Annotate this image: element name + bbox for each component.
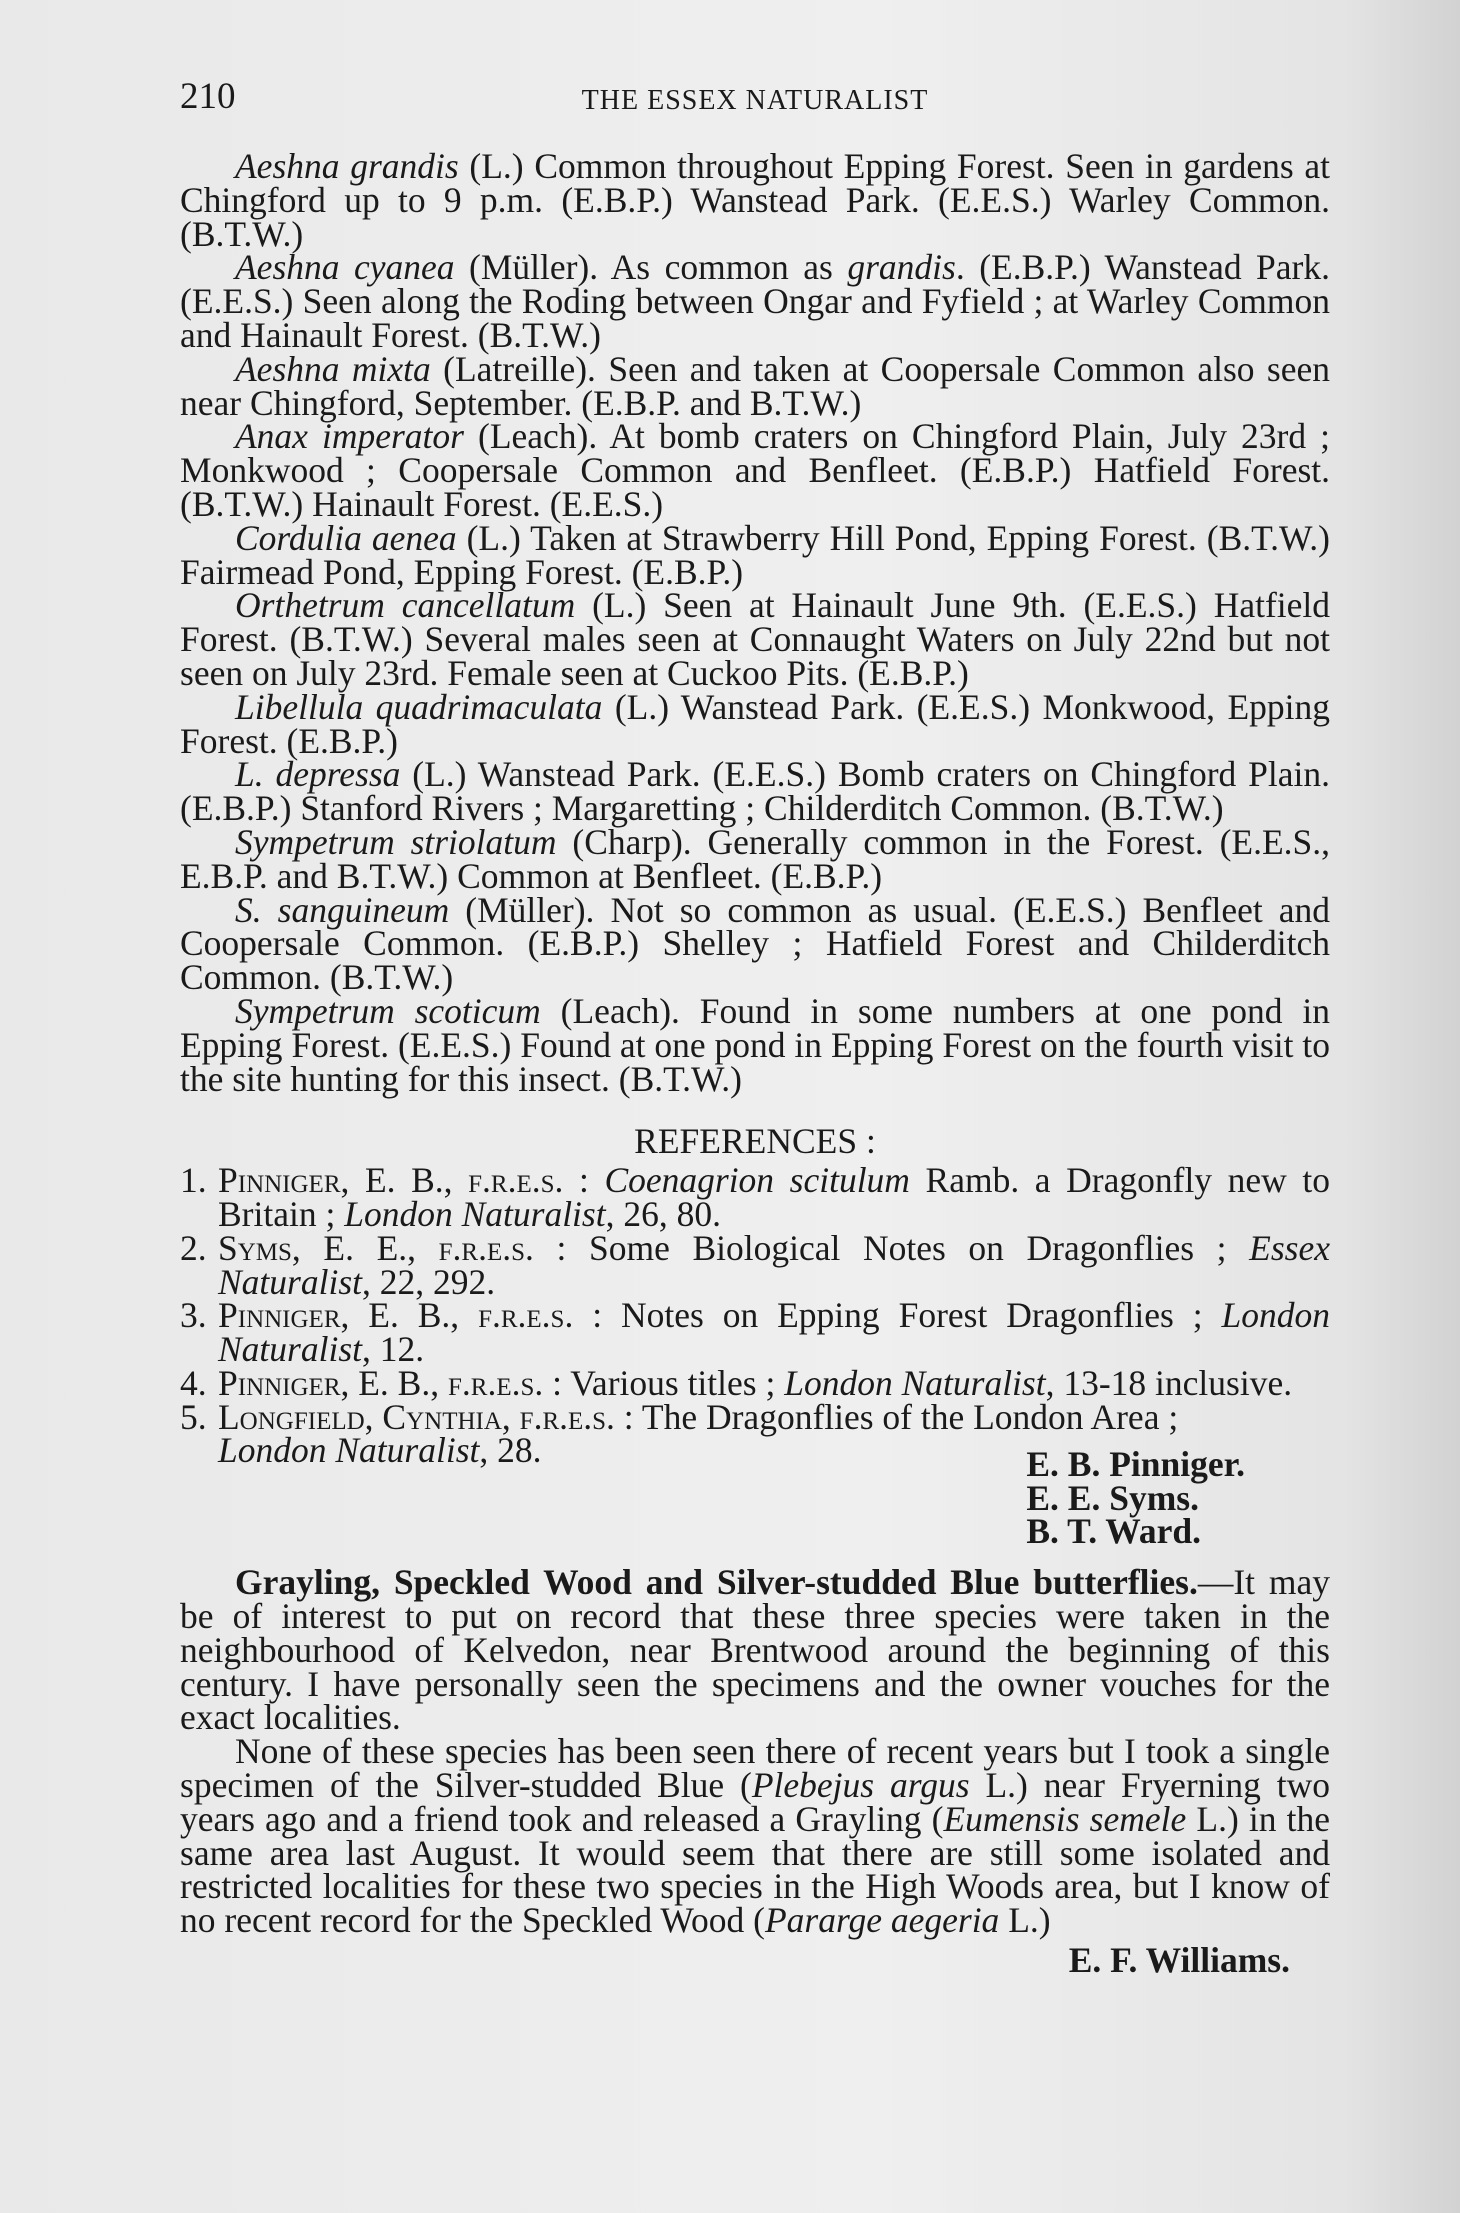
reference-volume: , 13-18 inclusive. [1045,1362,1293,1403]
reference-number: 1. [180,1160,207,1201]
page-number: 210 [180,76,236,117]
note-text: L.) in the same area last August. It would seem that there are still some isolated and restricted localities for these two species in the High Woods area, but I know of no recent record for the Speckled Wood ( [180,1798,1330,1941]
species-entry [180,821,1330,896]
entry-text: (Leach). Found in some numbers at one pond in Epping Forest. (E.E.S.) Found at one pond in Epping Forest on the fourth visit to the site hunting for this insect. (B.T.W.) [180,990,1330,1099]
species-name: Eumensis semele [943,1798,1187,1839]
reference-author: Longfield, Cynthia, f.r.e.s. [218,1396,615,1437]
species-name: Aeshna grandis [235,146,459,186]
reference-journal: Essex Naturalist [218,1227,1331,1302]
reference-journal: London Naturalist [218,1295,1330,1370]
signature-line: E. B. Pinniger. [1026,1444,1245,1485]
entry-text: (Müller). As common as [454,247,848,288]
reference-volume: , 28. [479,1430,542,1471]
species-name: Aeshna cyanea [235,247,455,288]
species-entry [180,686,1330,761]
species-entry [180,585,1331,693]
page-content [180,76,1331,1981]
reference-separator: : [573,1295,621,1336]
reference-author: Pinniger, E. B., f.r.e.s. [218,1362,544,1403]
species-entry [180,990,1330,1099]
species-name: S. sanguineum [235,889,450,930]
entry-text: (L.) Wanstead Park. (E.E.S.) Monkwood, Epping Forest. (E.B.P.) [180,686,1330,761]
species-name: Sympetrum striolatum [235,821,557,862]
entry-text: (L.) Seen at Hainault June 9th. (E.E.S.) Hatfield Forest. (B.T.W.) Several males seen at Connaught Waters on July 22nd but not seen on July 23rd. Female seen at Cuckoo Pits. (E.B.P.) [180,585,1331,693]
reference-item [180,1160,1330,1234]
signature-line: B. T. Ward. [1026,1511,1201,1552]
running-title: THE ESSEX NATURALIST [581,85,929,116]
species-entry [180,146,1330,254]
entry-text: . (E.B.P.) Wanstead Park. (E.E.S.) Seen along the Roding between Ongar and Fyfield ; at Warley Common and Hainault Forest. (B.T.W.) [180,247,1331,355]
reference-item [180,1295,1330,1370]
reference-title: Some Biological Notes on Dragonflies ; [588,1227,1250,1268]
reference-number: 4. [180,1362,207,1403]
species-name: Aeshna mixta [235,348,431,389]
reference-volume: , 22, 292. [362,1261,496,1302]
reference-item [180,1362,1330,1403]
note-title: Grayling, Speckled Wood and Silver-studded Blue butterflies. [235,1562,1198,1603]
species-name: Pararge aegeria [764,1900,1000,1941]
note-text: —It may be of interest to put on record that these three species were taken in the neighbourhood of Kelvedon, near Brentwood around the beginning of this century. I have personally seen the specimens and the owner vouches for the exact localities. [180,1562,1330,1738]
entry-text: (L.) Taken at Strawberry Hill Pond, Epping Forest. (B.T.W.) Fairmead Pond, Epping Forest. (E.B.P.) [180,517,1330,592]
reference-title-italic: Coenagrion scitulum [604,1160,910,1201]
entry-text: (Leach). At bomb craters on Chingford Plain, July 23rd ; Monkwood ; Coopersale Common and Benfleet. (E.B.P.) Hatfield Forest. (B.T.W.) Hainault Forest. (E.E.S.) [180,416,1330,524]
reference-journal: London Naturalist [218,1430,480,1471]
species-name: Plebejus argus [751,1765,970,1806]
note-paragraph [180,1731,1330,1941]
reference-separator: : [614,1396,642,1437]
reference-separator: : [543,1362,571,1403]
species-name: grandis [847,247,956,288]
reference-title: Notes on Epping Forest Dragonflies ; [621,1295,1222,1336]
reference-title: The Dragonflies of the London Area ; [641,1396,1179,1437]
entry-text: (L.) Common throughout Epping Forest. Seen in gardens at Chingford up to 9 p.m. (E.B.P.) Wanstead Park. (E.E.S.) Warley Common. (B.T.W.) [180,146,1330,254]
references-heading: REFERENCES : [634,1121,876,1162]
species-entry [180,889,1330,998]
species-name: L. depressa [235,754,401,795]
species-name: Libellula quadrimaculata [235,686,603,727]
species-name: Anax imperator [235,416,464,457]
note-signature: E. F. Williams. [1068,1940,1290,1981]
reference-author: Pinniger, E. B., f.r.e.s. [218,1160,564,1201]
note-paragraph [180,1562,1330,1738]
reference-separator: : [533,1227,589,1268]
reference-item [180,1227,1331,1302]
species-entry [180,348,1330,423]
page-header [180,76,1330,130]
reference-separator: : [563,1160,605,1201]
references-signatures [1026,1444,1245,1552]
reference-volume: , 12. [362,1329,425,1370]
reference-last-block [180,1396,1330,1552]
entry-text: (Charp). Generally common in the Forest. (E.E.S., E.B.P. and B.T.W.) Common at Benfleet. (E.B.P.) [180,821,1330,896]
signature-line: E. E. Syms. [1026,1477,1199,1518]
entry-text: (Müller). Not so common as usual. (E.E.S.) Benfleet and Coopersale Common. (E.B.P.) Shelley ; Hatfield Forest and Childerditch Common. (B.T.W.) [180,889,1330,998]
butterfly-note [180,1562,1330,1981]
reference-author: Syms, E. E., f.r.e.s. [218,1227,534,1268]
species-name: Cordulia aenea [235,517,457,558]
reference-title: Ramb. a Dragonfly new to Britain ; [218,1160,1330,1234]
reference-number: 5. [180,1396,207,1437]
entry-text: (L.) Wanstead Park. (E.E.S.) Bomb craters on Chingford Plain. (E.B.P.) Stanford Rivers ; Margaretting ; Childerditch Common. (B.T.W.) [180,754,1331,829]
species-entry [180,754,1331,829]
note-text: L.) near Fryerning two years ago and a friend took and released a Grayling ( [180,1765,1330,1839]
species-list [180,146,1331,1099]
reference-volume: , 26, 80. [605,1193,721,1234]
references-list [180,1160,1331,1552]
species-name: Orthetrum cancellatum [235,585,576,626]
species-entry [180,416,1330,524]
reference-author: Pinniger, E. B., f.r.e.s. [218,1295,574,1336]
reference-journal: London Naturalist [344,1193,606,1234]
species-entry [180,517,1330,592]
reference-title: Various titles ; [570,1362,785,1403]
reference-number: 3. [180,1295,207,1336]
entry-text: (Latreille). Seen and taken at Coopersale Common also seen near Chingford, September. (E.B.P. and B.T.W.) [180,348,1330,423]
species-name: Sympetrum scoticum [235,990,541,1031]
note-text: None of these species has been seen there of recent years but I took a single specimen of the Silver-studded Blue ( [180,1731,1330,1806]
reference-journal: London Naturalist [784,1362,1046,1403]
species-entry [180,247,1331,355]
reference-number: 2. [180,1227,207,1268]
note-text: L.) [999,1900,1051,1941]
